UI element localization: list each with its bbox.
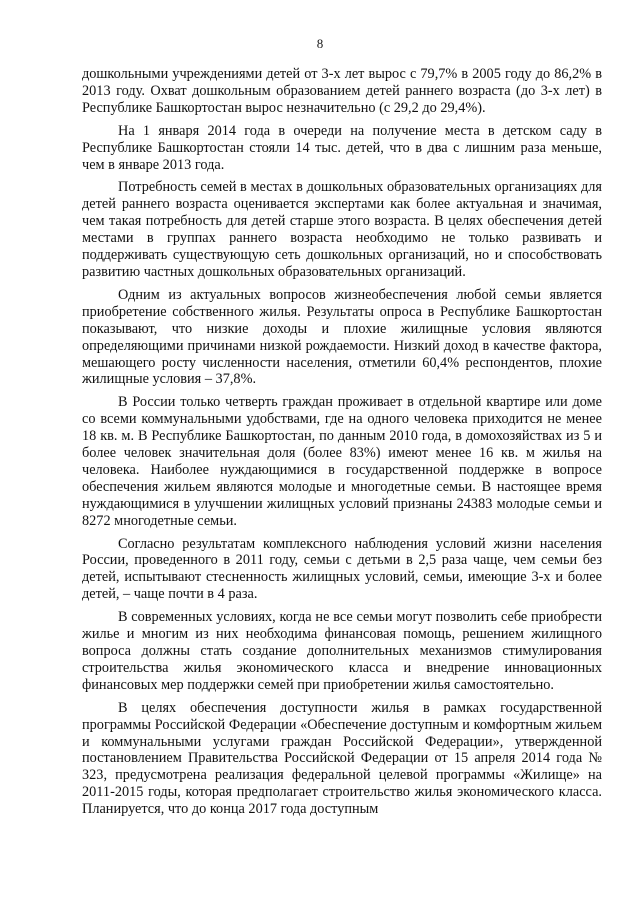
paragraph-preschool-coverage: дошкольными учреждениями детей от 3-х лет вырос с 79,7% в 2005 году до 86,2% в 2013 году. Охват дошкольным образованием детей раннего возраста (до 3-х лет) в Республике Башкортостан вырос незначительно (с 29,2 до 29,4%). [82,66,602,116]
paragraph-financial-support: В современных условиях, когда не все семьи могут позволить себе приобрести жилье и многим из них необходима финансовая помощь, решением жилищного вопроса должны стать создание дополнительных механизмов стимулирования строительства жилья экономического класса и внедрение инновационных финансовых мер поддержки семей при приобретении жилья самостоятельно. [82,609,602,693]
paragraph-early-age-demand: Потребность семей в местах в дошкольных образовательных организациях для детей раннего возраста оценивается экспертами как более актуальная и значимая, чем такая потребность для детей старше этого возраста. В целях обеспечения детей местами в группах раннего возраста необходимо не только развивать и поддерживать существующую сеть дошкольных организаций, но и способствовать развитию частных дошкольных образовательных организаций. [82,179,602,280]
page-number: 8 [316,36,324,51]
paragraph-kindergarten-queue: На 1 января 2014 года в очереди на получение места в детском саду в Республике Башкортостан стояли 14 тыс. детей, что в два с лишним раза меньше, чем в январе 2013 года. [82,122,602,173]
document-body [82,66,602,818]
paragraph-housing-conditions: В России только четверть граждан проживает в отдельной квартире или доме со всеми коммунальными удобствами, где на одного человека приходится не менее 18 кв. м. В Республике Башкортостан, по данным 2010 года, в домохозяйствах из 5 и более человек значительная доля (более 83%) имеют менее 16 кв. м жилья на человека. Наиболее нуждающимися в государственной поддержке в вопросе обеспечения жильем являются молодые и многодетные семьи. В настоящее время нуждающимися в улучшении жилищных условий признаны 24383 молодые семьи и 8272 многодетные семьи. [82,394,602,529]
paragraph-federal-program: В целях обеспечения доступности жилья в рамках государственной программы Российской Федерации «Обеспечение доступным и комфортным жильем и коммунальными услугами граждан Российской Федерации», утвержденной постановлением Правительства Российской Федерации от 15 апреля 2014 года № 323, предусмотрена реализация федеральной целевой программы «Жилище» на 2011-2015 годы, которая предполагает строительство жилья экономического класса. Планируется, что до конца 2017 года доступным [82,699,602,818]
paragraph-living-conditions-survey: Согласно результатам комплексного наблюдения условий жизни населения России, проведенного в 2011 году, семьи с детьми в 2,5 раза чаще, чем семьи без детей, испытывают стесненность жилищных условий, семьи, имеющие 3-х и более детей, – чаще почти в 4 раза. [82,535,602,603]
paragraph-housing-survey: Одним из актуальных вопросов жизнеобеспечения любой семьи является приобретение собственного жилья. Результаты опроса в Республике Башкортостан показывают, что низкие доходы и плохие жилищные условия являются определяющими причинами низкой рождаемости. Низкий доход в качестве фактора, мешающего росту численности населения, отметили 60,4% респондентов, плохие жилищные условия – 37,8%. [82,286,602,388]
